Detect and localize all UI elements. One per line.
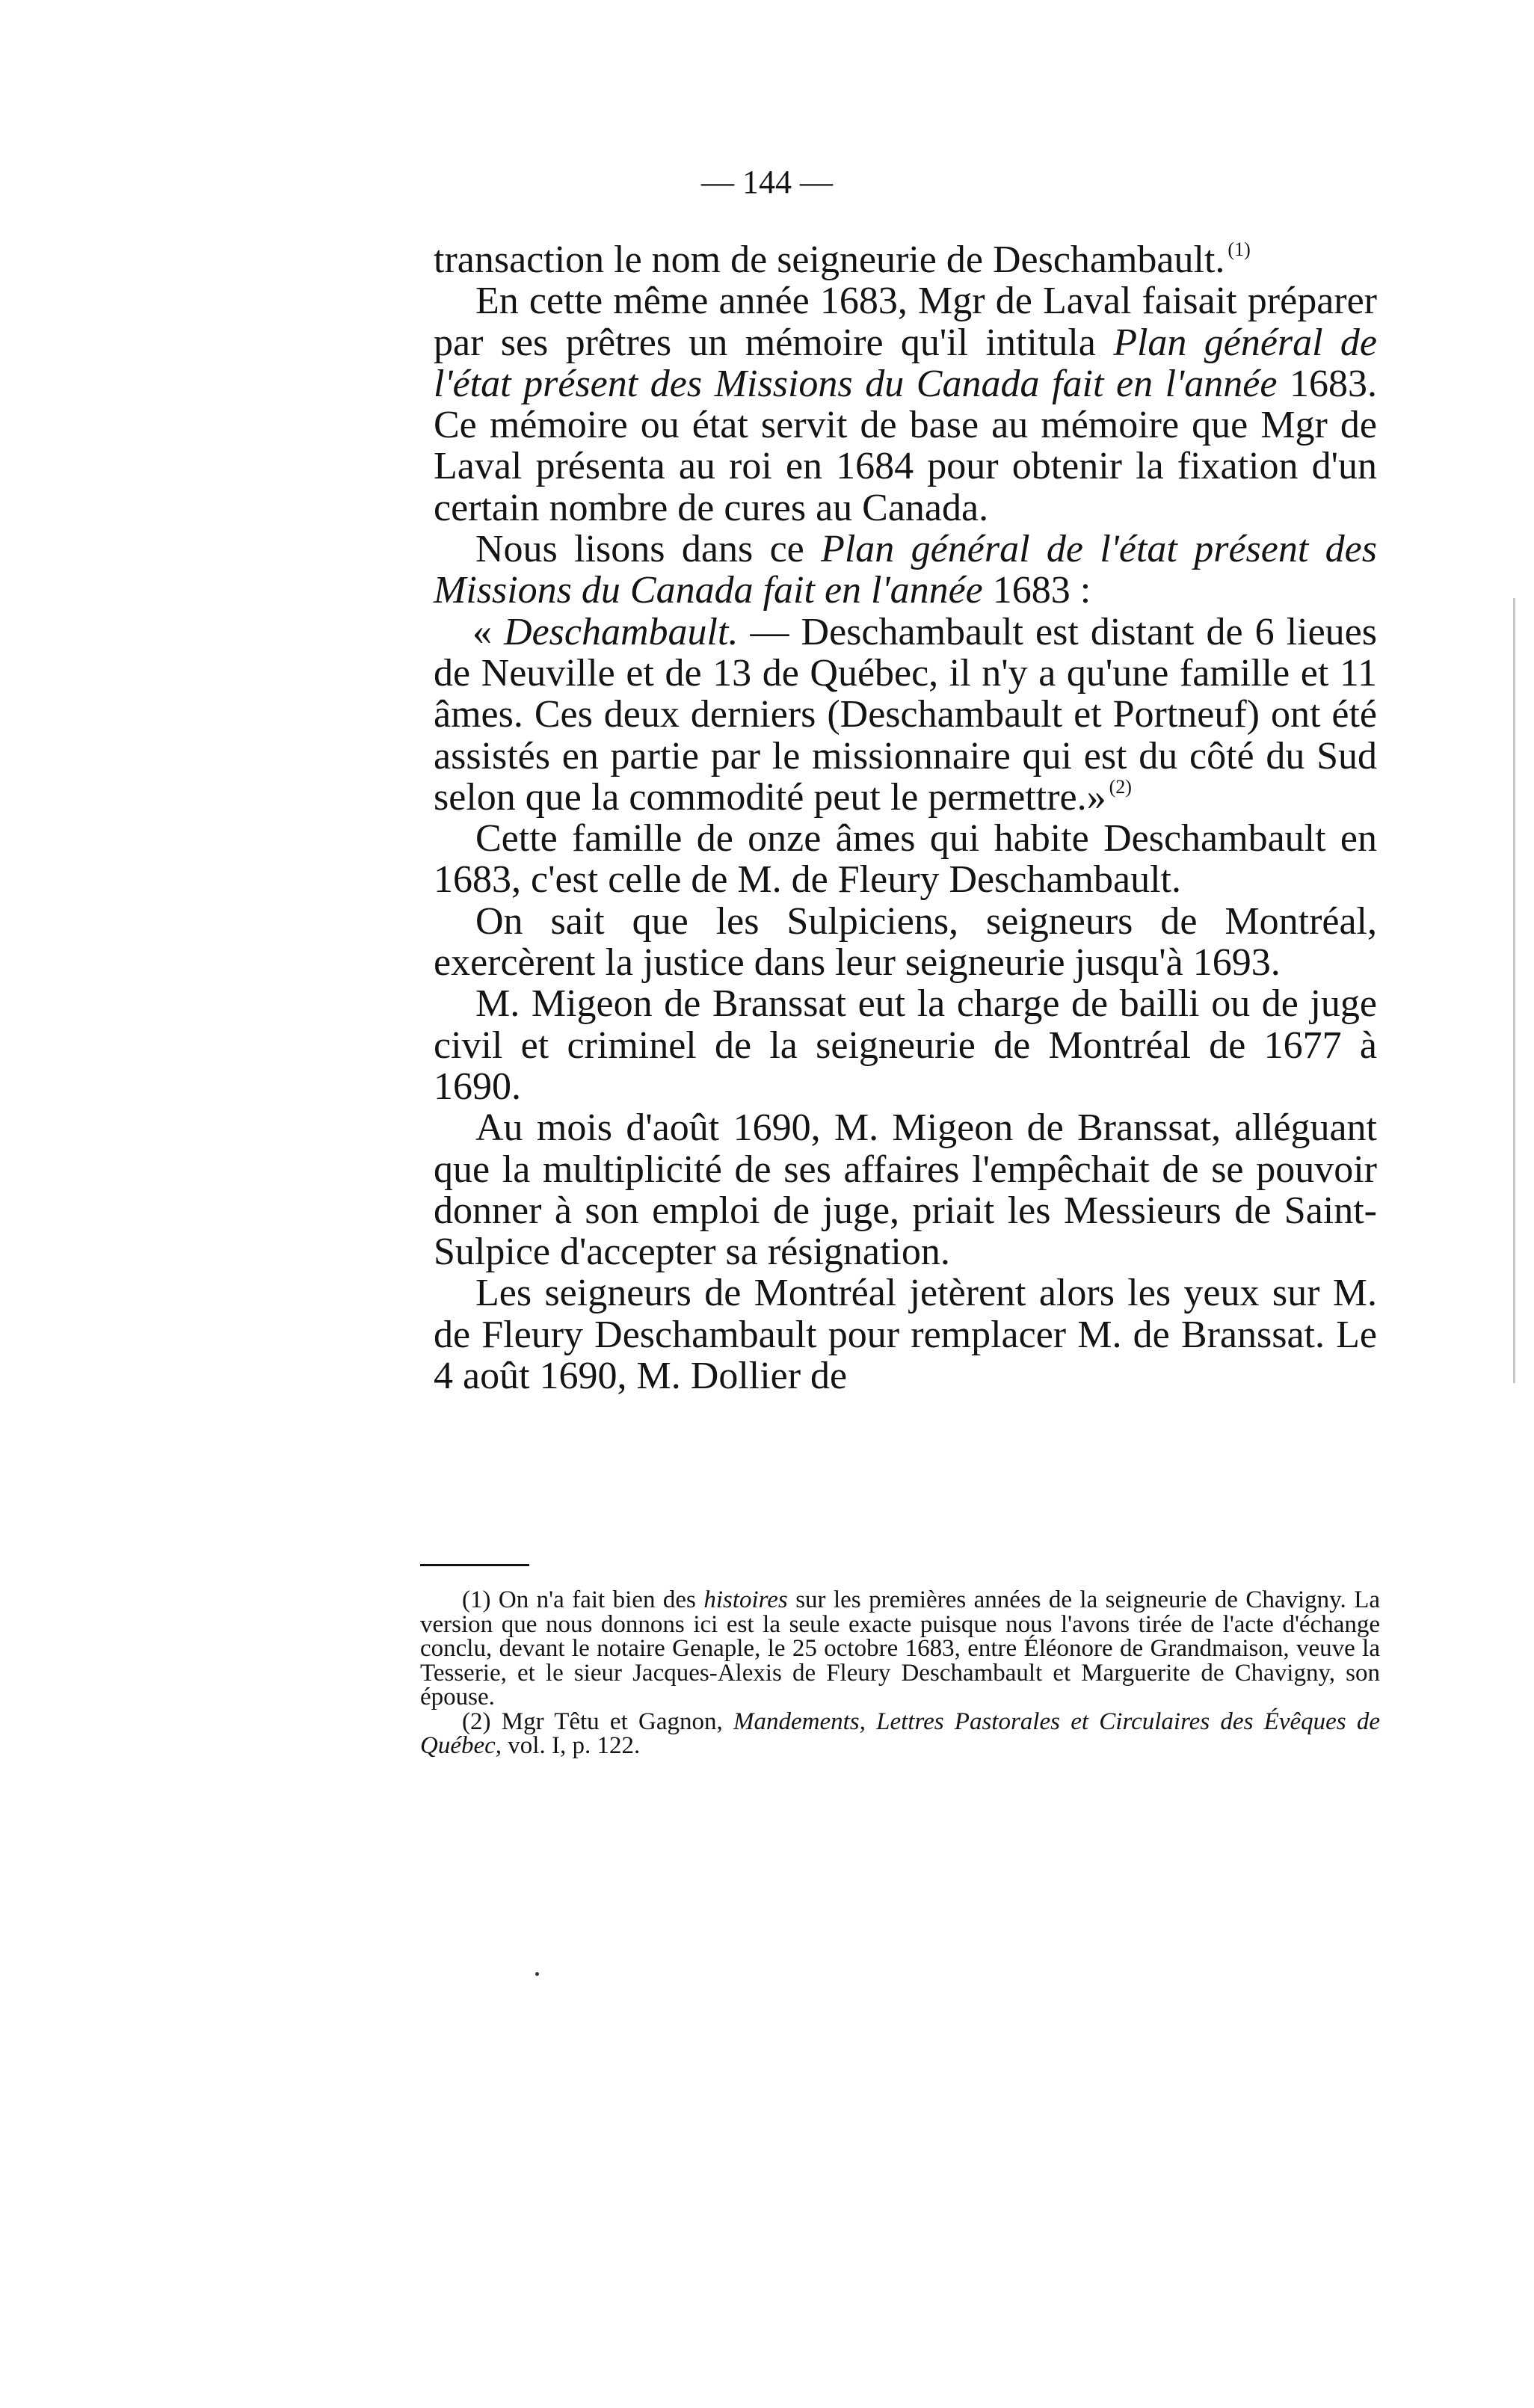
paragraph-3-text-b: 1683 :	[982, 569, 1091, 612]
paragraph-8: Au mois d'août 1690, M. Migeon de Branssat, alléguant que la multiplicité de ses affaires l'empêchait de se pouvoir donner à son emploi de juge, priait les Messieurs de Saint-Sulpice d'accepter sa résignation.	[434, 1106, 1377, 1274]
footnote-1-text-b: sur les premières années de la seigneurie de Chavigny. La version que nous donnons ici est la seule exacte puisque nous l'avons tirée de l'acte d'échange conclu, devant le notaire Genaple, le 25 octobre 1683, entre Éléonore de Grandmaison, veuve la Tesserie, et le sieur Jacques-Alexis de Fleury Deschambault et Marguerite de Chavigny, son épouse.	[420, 1586, 1380, 1710]
footnote-1	[420, 1588, 1380, 1710]
footnote-2-title: Mandements, Lettres Pastorales et Circulaires des Évêques de Québec,	[420, 1708, 1380, 1759]
paragraph-3-title: Plan général de l'état présent des Missions du Canada fait en l'année	[434, 528, 1377, 612]
paragraph-7: M. Migeon de Branssat eut la charge de bailli ou de juge civil et criminel de la seigneurie de Montréal de 1677 à 1690.	[434, 982, 1377, 1108]
scan-edge-mark	[1513, 598, 1515, 1383]
paragraph-1-text: transaction le nom de seigneurie de Deschambault.	[434, 238, 1225, 281]
footnote-1-italic: histoires	[703, 1586, 788, 1613]
paragraph-3-text-a: Nous lisons dans ce	[475, 528, 822, 571]
main-text	[434, 239, 1377, 1397]
footnote-ref-1: (1)	[1227, 238, 1251, 260]
paragraph-3	[434, 529, 1377, 612]
footnote-2-text-a: (2) Mgr Têtu et Gagnon,	[462, 1708, 733, 1735]
footnote-2-text-b: vol. I, p. 122.	[502, 1732, 641, 1759]
paragraph-2-text-b: 1683. Ce mémoire ou état servit de base au mémoire que Mgr de Laval présenta au roi en 1684 pour obtenir la fixation d'un certain nombre de cures au Canada.	[434, 362, 1377, 529]
paragraph-9: Les seigneurs de Montréal jetèrent alors les yeux sur M. de Fleury Deschambault pour remplacer M. de Branssat. Le 4 août 1690, M. Dollier de	[434, 1272, 1377, 1398]
paragraph-2	[434, 280, 1377, 529]
footnote-1-text-a: (1) On n'a fait bien des	[462, 1586, 704, 1613]
footnotes	[420, 1588, 1380, 1758]
footnote-ref-2: (2)	[1109, 775, 1132, 798]
paragraph-6: On sait que les Sulpiciens, seigneurs de Montréal, exercèrent la justice dans leur seigneurie jusqu'à 1693.	[434, 899, 1377, 985]
paragraph-4-quote	[434, 612, 1377, 818]
paragraph-2-text-a: En cette même année 1683, Mgr de Laval faisait préparer par ses prêtres un mémoire qu'il intitula	[434, 280, 1377, 364]
scan-speck	[535, 1972, 539, 1976]
quote-text: — Deschambault est distant de 6 lieues de Neuville et de 13 de Québec, il n'y a qu'une famille et 11 âmes. Ces deux derniers (Deschambault et Portneuf) ont été assistés en partie par le missionnaire qui est du côté du Sud selon que la commodité peut le permettre.»	[434, 610, 1377, 819]
quote-open: «	[472, 610, 505, 653]
paragraph-5: Cette famille de onze âmes qui habite Deschambault en 1683, c'est celle de M. de Fleury Deschambault.	[434, 817, 1377, 902]
footnote-2	[420, 1710, 1380, 1758]
paragraph-1	[434, 239, 1377, 280]
page-number: — 144 —	[701, 164, 833, 200]
paragraph-2-title: Plan général de l'état présent des Missions du Canada fait en l'année	[434, 321, 1377, 405]
footnote-divider	[420, 1564, 529, 1566]
quote-heading: Deschambault.	[504, 610, 739, 653]
